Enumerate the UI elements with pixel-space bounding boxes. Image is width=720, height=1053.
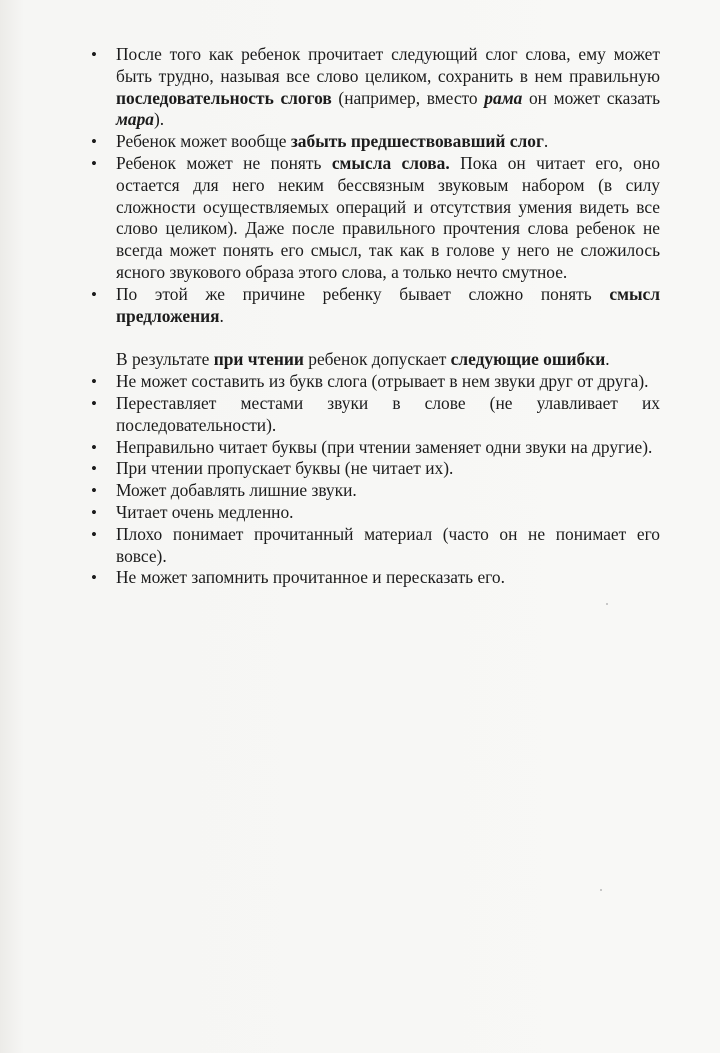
- list-item: [88, 284, 660, 328]
- bullet-icon: •: [91, 524, 97, 544]
- bullet-icon: •: [91, 459, 97, 479]
- list-item: [88, 153, 660, 284]
- list-item-text: Читает очень медленно.: [116, 501, 294, 522]
- errors-intro-paragraph: [88, 349, 660, 371]
- bullet-icon: •: [91, 502, 97, 522]
- text-run: (например, вместо: [331, 87, 485, 108]
- bullet-icon: •: [91, 153, 97, 173]
- list-item: [88, 393, 660, 437]
- list-item-text: Переставляет местами звуки в слове (не улавливает их последовательности).: [116, 392, 660, 435]
- emphasis-text: смысл предложения: [116, 283, 660, 326]
- list-item-text: При чтении пропускает буквы (не читает их).: [116, 458, 454, 479]
- bullet-icon: •: [91, 393, 97, 413]
- bullet-icon: •: [91, 437, 97, 457]
- emphasis-text: при чтении: [213, 349, 304, 370]
- emphasis-text: следующие ошибки: [450, 349, 606, 370]
- list-item: [88, 437, 660, 459]
- text-run: .: [543, 131, 549, 152]
- text-run: Ребенок может не понять: [116, 152, 332, 173]
- emphasis-text: смысла слова.: [331, 152, 450, 173]
- list-item-text: Неправильно читает буквы (при чтении заменяет одни звуки на другие).: [116, 436, 653, 457]
- list-item-text: Плохо понимает прочитанный материал (часто он не понимает его вовсе).: [116, 523, 660, 566]
- example-word: рама: [484, 87, 523, 108]
- bullet-icon: •: [91, 372, 97, 392]
- text-run: ребенок допускает: [303, 349, 451, 370]
- list-item-text: Не может составить из букв слога (отрывает в нем звуки друг от друга).: [116, 371, 649, 392]
- list-item: [88, 458, 660, 480]
- bullet-icon: •: [91, 45, 97, 64]
- bullet-icon: •: [91, 481, 97, 501]
- bullet-icon: •: [91, 284, 97, 304]
- list-item-text: Может добавлять лишние звуки.: [116, 480, 357, 501]
- scan-speck: [600, 889, 602, 891]
- list-item: [88, 524, 660, 568]
- emphasis-text: последовательность слогов: [116, 87, 332, 108]
- text-run: .: [605, 349, 610, 370]
- example-word: мара: [116, 109, 154, 130]
- bullet-icon: •: [91, 568, 97, 588]
- text-run: Пока он читает его, оно остается для него неким бессвязным звуковым набором (в силу сложности осуществляемых операций и отсутствия умения видеть все слово целиком). Даже после правильного прочтения слова ребенок не всегда может понять его смысл, так как в голове у него не сложилось ясного звукового образа этого слова, а только нечто смутное.: [116, 152, 660, 282]
- list-item: [88, 567, 660, 589]
- bullet-icon: •: [91, 132, 97, 152]
- emphasis-text: забыть предшествовавший слог: [290, 131, 544, 152]
- difficulties-list: [88, 44, 660, 327]
- list-item: [88, 480, 660, 502]
- text-run: он может сказать: [522, 87, 660, 108]
- text-run: Ребенок может вообще: [116, 131, 291, 152]
- list-item: [88, 371, 660, 393]
- page-content: [88, 44, 660, 589]
- reading-errors-list: [88, 371, 660, 589]
- list-item-text: Не может запомнить прочитанное и пересказать его.: [116, 567, 505, 588]
- text-run: В результате: [116, 349, 214, 370]
- scan-speck: [606, 603, 608, 605]
- text-run: После того как ребенок прочитает следующий слог слова, ему может быть трудно, называя все слово целиком, сохранить в нем правильную: [116, 44, 660, 86]
- list-item: [88, 502, 660, 524]
- list-item: [88, 44, 660, 131]
- text-run: .: [219, 305, 224, 326]
- text-run: По этой же причине ребенку бывает сложно понять: [116, 283, 610, 304]
- list-item: [88, 131, 660, 153]
- text-run: ).: [154, 109, 165, 130]
